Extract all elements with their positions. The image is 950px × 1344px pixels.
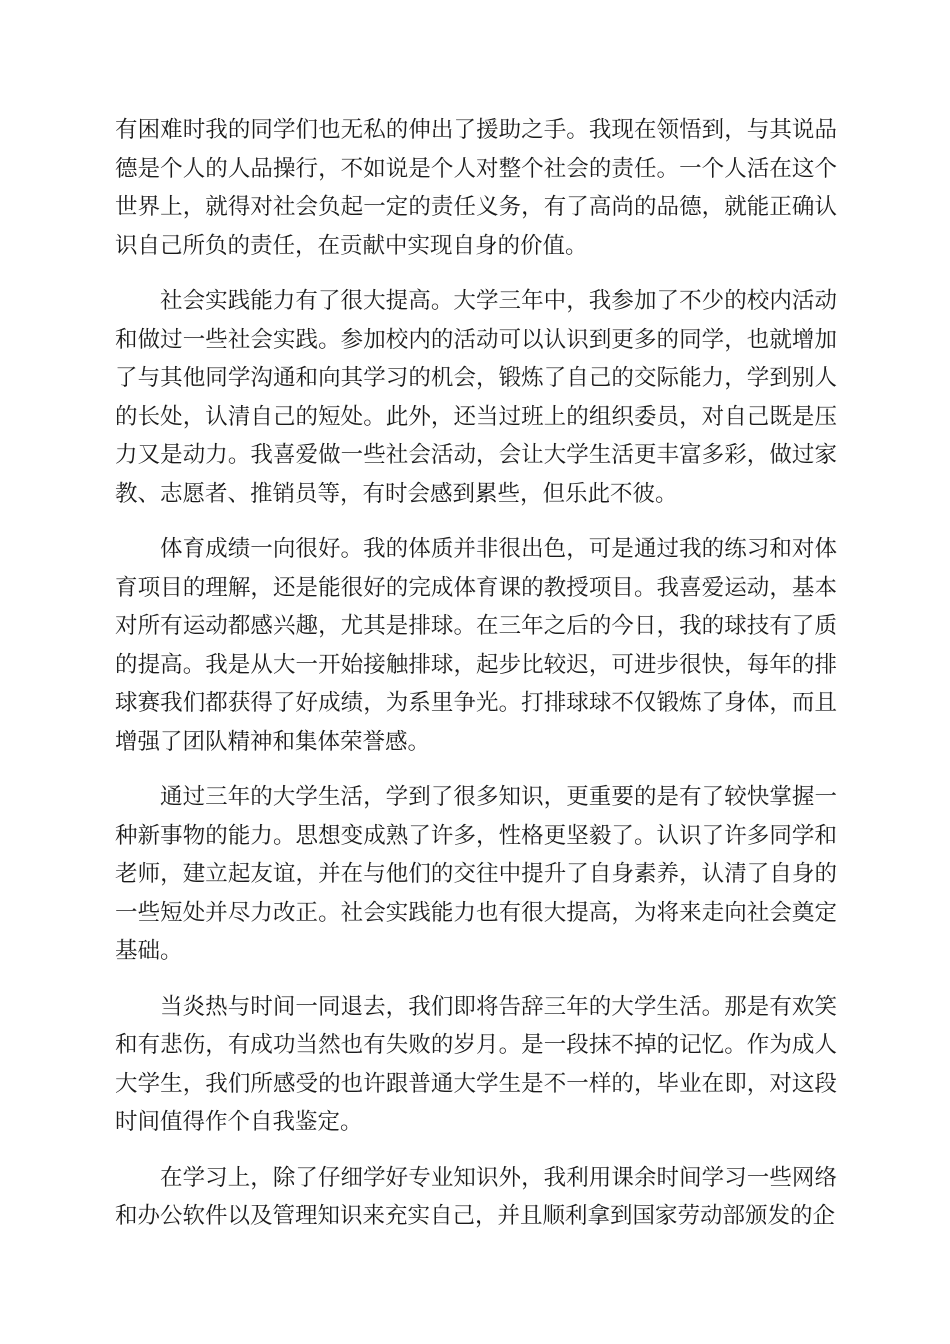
paragraph-2: 社会实践能力有了很大提高。大学三年中，我参加了不少的校内活动和做过一些社会实践。参加校内的活动可以认识到更多的同学，也就增加了与其他同学沟通和向其学习的机会，锻炼了自己的交际能力，学到别人的长处，认清自己的短处。此外，还当过班上的组织委员，对自己既是压力又是动力。我喜爱做一些社会活动，会让大学生活更丰富多彩，做过家教、志愿者、推销员等，有时会感到累些，但乐此不彼。 (115, 288, 837, 507)
paragraph-3: 体育成绩一向很好。我的体质并非很出色，可是通过我的练习和对体育项目的理解，还是能很好的完成体育课的教授项目。我喜爱运动，基本对所有运动都感兴趣，尤其是排球。在三年之后的今日，我的球技有了质的提高。我是从大一开始接触排球，起步比较迟，可进步很快，每年的排球赛我们都获得了好成绩，为系里争光。打排球球不仅锻炼了身体，而且增强了团队精神和集体荣誉感。 (115, 536, 837, 755)
paragraph-1: 有困难时我的同学们也无私的伸出了援助之手。我现在领悟到，与其说品德是个人的人品操行，不如说是个人对整个社会的责任。一个人活在这个世界上，就得对社会负起一定的责任义务，有了高尚的品德，就能正确认识自己所负的责任，在贡献中实现自身的价值。 (115, 117, 837, 259)
paragraph-4: 通过三年的大学生活，学到了很多知识，更重要的是有了较快掌握一种新事物的能力。思想变成熟了许多，性格更坚毅了。认识了许多同学和老师，建立起友谊，并在与他们的交往中提升了自身素养，认清了自身的一些短处并尽力改正。社会实践能力也有很大提高，为将来走向社会奠定基础。 (115, 784, 837, 964)
paragraph-6: 在学习上，除了仔细学好专业知识外，我利用课余时间学习一些网络和办公软件以及管理知识来充实自己，并且顺利拿到国家劳动部颁发的企 (115, 1164, 837, 1229)
document-body (115, 111, 837, 1236)
paragraph-5: 当炎热与时间一同退去，我们即将告辞三年的大学生活。那是有欢笑和有悲伤，有成功当然也有失败的岁月。是一段抹不掉的记忆。作为成人大学生，我们所感受的也许跟普通大学生是不一样的，毕业在即，对这段时间值得作个自我鉴定。 (115, 993, 837, 1135)
